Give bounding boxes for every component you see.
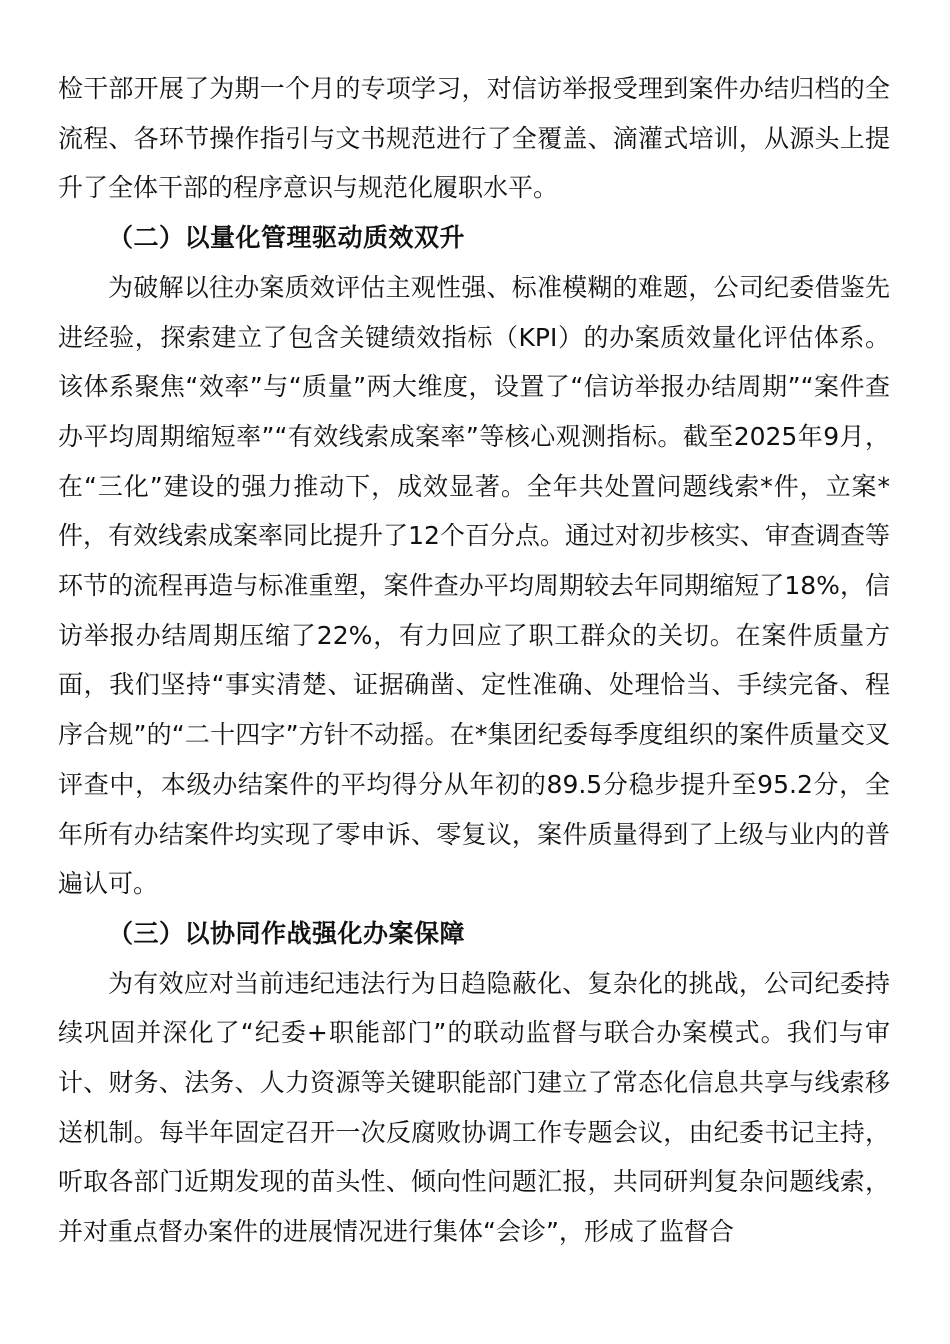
section-heading-2: （二）以量化管理驱动质效双升 (108, 223, 466, 253)
paragraph-continuation: 检干部开展了为期一个月的专项学习，对信访举报受理到案件办结归档的全流程、各环节操作指引与文书规范进行了全覆盖、滴灌式培训，从源头上提升了全体干部的程序意识与规范化履职水平。 (58, 74, 890, 203)
section-heading-3: （三）以协同作战强化办案保障 (108, 918, 466, 948)
section-3-paragraph: 为有效应对当前违纪违法行为日趋隐蔽化、复杂化的挑战，公司纪委持续巩固并深化了“纪委+职能部门”的联动监督与联合办案模式。我们与审计、财务、法务、人力资源等关键职能部门建立了常态化信息共享与线索移送机制。每半年固定召开一次反腐败协调工作专题会议，由纪委书记主持，听取各部门近期发现的苗头性、倾向性问题汇报，共同研判复杂问题线索，并对重点督办案件的进展情况进行集体“会诊”，形成了监督合 (58, 968, 890, 1247)
document-body (58, 64, 890, 1257)
section-2-paragraph: 为破解以往办案质效评估主观性强、标准模糊的难题，公司纪委借鉴先进经验，探索建立了包含关键绩效指标（KPI）的办案质效量化评估体系。该体系聚焦“效率”与“质量”两大维度，设置了“信访举报办结周期”“案件查办平均周期缩短率”“有效线索成案率”等核心观测指标。截至2025年9月，在“三化”建设的强力推动下，成效显著。全年共处置问题线索*件，立案*件，有效线索成案率同比提升了12个百分点。通过对初步核实、审查调查等环节的流程再造与标准重塑，案件查办平均周期较去年同期缩短了18%，信访举报办结周期压缩了22%，有力回应了职工群众的关切。在案件质量方面，我们坚持“事实清楚、证据确凿、定性准确、处理恰当、手续完备、程序合规”的“二十四字”方针不动摇。在*集团纪委每季度组织的案件质量交叉评查中，本级办结案件的平均得分从年初的89.5分稳步提升至95.2分，全年所有办结案件均实现了零申诉、零复议，案件质量得到了上级与业内的普遍认可。 (58, 272, 890, 899)
